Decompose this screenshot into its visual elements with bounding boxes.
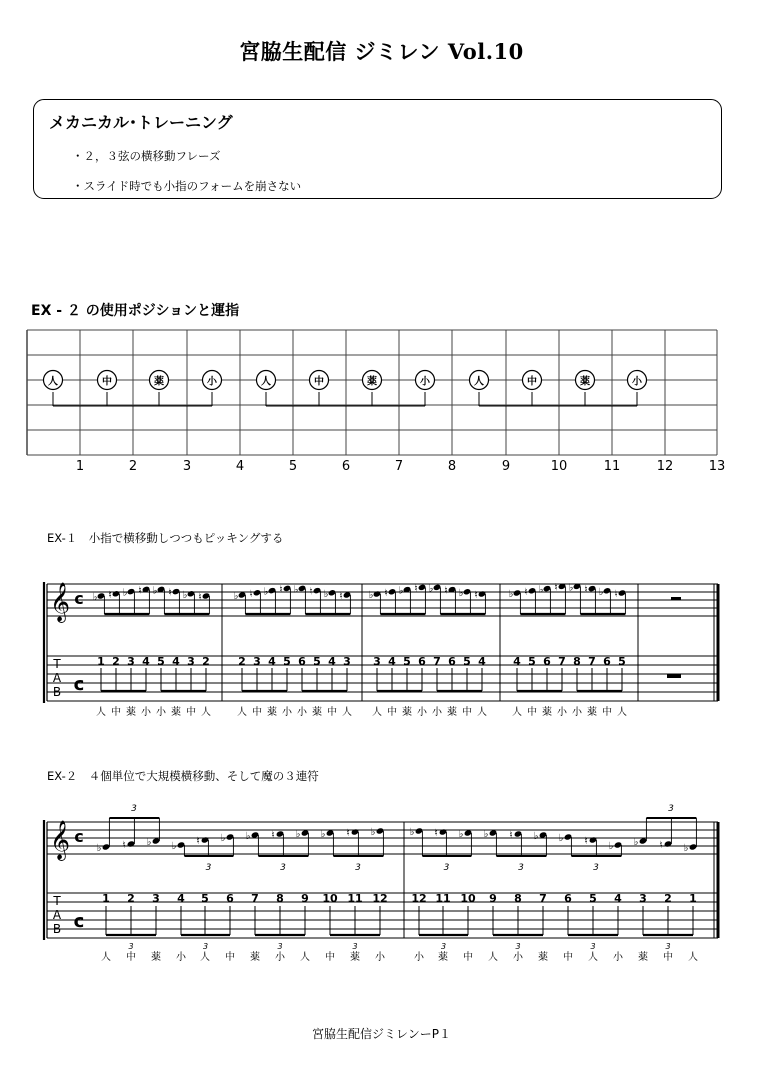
- finger-label: 薬: [350, 952, 360, 963]
- finger-label: 人: [342, 707, 352, 718]
- finger-label: 小: [417, 707, 427, 718]
- time-signature: c: [74, 589, 84, 608]
- tab-fret-number: 6: [298, 655, 306, 668]
- tab-fret-number: 4: [614, 892, 622, 905]
- tab-fret-number: 3: [639, 892, 647, 905]
- accidental: ♮: [271, 830, 275, 841]
- finger-label: 中: [387, 707, 397, 718]
- finger-label: 人: [477, 707, 487, 718]
- finger-label: 人: [474, 376, 484, 388]
- accidental: ♮: [524, 586, 528, 598]
- finger-label: 中: [527, 707, 537, 718]
- finger-label: 人: [200, 952, 210, 963]
- tab-fret-number: 4: [142, 655, 150, 668]
- accidental: ♮: [279, 584, 283, 596]
- accidental: ♮: [108, 589, 112, 601]
- tab-fret-number: 12: [411, 892, 427, 905]
- finger-label: 中: [102, 376, 112, 388]
- tab-fret-number: 8: [573, 655, 581, 668]
- accidental: ♭: [96, 843, 102, 854]
- tab-fret-number: 3: [253, 655, 261, 668]
- finger-label: 小: [572, 707, 582, 718]
- finger-label: 薬: [402, 707, 412, 718]
- finger-label: 中: [463, 952, 473, 963]
- fret-number: 1: [75, 459, 85, 474]
- tab-fret-number: 5: [313, 655, 321, 668]
- tab-fret-number: 6: [543, 655, 551, 668]
- tab-triplet-mark: 3: [590, 942, 596, 951]
- tab-fret-number: 4: [388, 655, 396, 668]
- tab-fret-number: 5: [201, 892, 209, 905]
- accidental: ♭: [146, 837, 152, 848]
- accidental: ♭: [182, 589, 188, 601]
- finger-label: 人: [617, 707, 627, 718]
- tab-fret-number: 5: [283, 655, 291, 668]
- finger-label: 薬: [447, 707, 457, 718]
- accidental: ♭: [152, 585, 158, 597]
- finger-label: 人: [588, 952, 598, 963]
- accidental: ♭: [533, 831, 539, 842]
- tab-fret-number: 2: [112, 655, 120, 668]
- fret-number: 3: [182, 459, 192, 474]
- tab-fret-number: 5: [403, 655, 411, 668]
- accidental: ♭: [458, 587, 464, 599]
- tab-fret-number: 3: [187, 655, 195, 668]
- finger-label: 人: [488, 952, 498, 963]
- finger-label: 人: [237, 707, 247, 718]
- accidental: ♮: [122, 840, 126, 851]
- accidental: ♮: [614, 589, 618, 600]
- finger-label: 小: [420, 376, 430, 388]
- tab-fret-number: 6: [226, 892, 234, 905]
- tab-fret-number: 10: [460, 892, 476, 905]
- finger-label: 薬: [126, 707, 136, 718]
- tab-fret-number: 6: [418, 655, 426, 668]
- finger-label: 薬: [538, 952, 548, 963]
- accidental: ♮: [138, 585, 142, 597]
- accidental: ♭: [598, 586, 604, 598]
- finger-label: 薬: [580, 376, 590, 388]
- triplet-mark: 3: [205, 863, 212, 873]
- accidental: ♭: [233, 591, 239, 602]
- tab-letter: A: [52, 671, 62, 685]
- fret-number: 6: [341, 459, 351, 474]
- tab-fret-number: 2: [238, 655, 246, 668]
- fret-number: 7: [394, 459, 404, 474]
- accidental: ♭: [122, 587, 128, 599]
- finger-label: 人: [372, 707, 382, 718]
- tab-triplet-mark: 3: [202, 942, 209, 951]
- page-title: 宮脇生配信 ジミレン Vol.10: [239, 39, 524, 64]
- tab-fret-number: 5: [463, 655, 471, 668]
- finger-label: 薬: [542, 707, 552, 718]
- tab-fret-number: 12: [372, 892, 388, 905]
- tab-fret-number: 9: [301, 892, 309, 905]
- accidental: ♭: [483, 829, 489, 840]
- fret-number: 11: [603, 459, 621, 474]
- tab-fret-number: 1: [102, 892, 110, 905]
- accidental: ♮: [168, 587, 172, 599]
- finger-label: 中: [663, 952, 673, 963]
- finger-label: 小: [513, 952, 523, 963]
- triplet-mark: 3: [131, 804, 137, 814]
- finger-label: 小: [275, 952, 285, 963]
- finger-label: 人: [512, 707, 522, 718]
- tab-triplet-mark: 3: [352, 942, 358, 951]
- accidental: ♮: [584, 584, 588, 596]
- accidental: ♮: [659, 840, 663, 851]
- accidental: ♭: [633, 837, 639, 848]
- accidental: ♭: [245, 831, 251, 842]
- finger-label: 人: [101, 952, 111, 963]
- fret-number: 4: [235, 459, 245, 474]
- fret-number: 10: [550, 459, 568, 474]
- accidental: ♭: [508, 589, 514, 600]
- tab-fret-number: 4: [478, 655, 486, 668]
- tab-fret-number: 7: [433, 655, 441, 668]
- tab-fret-number: 8: [276, 892, 284, 905]
- finger-label: 薬: [312, 707, 322, 718]
- accidental: ♭: [368, 590, 374, 601]
- accidental: ♭: [295, 829, 301, 840]
- topic-title: メカニカル･トレーニング: [49, 113, 233, 132]
- finger-label: 薬: [367, 376, 377, 388]
- tab-fret-number: 6: [603, 655, 611, 668]
- tab-fret-number: 11: [435, 892, 451, 905]
- accidental: ♮: [249, 588, 253, 600]
- accidental: ♮: [196, 836, 200, 847]
- finger-label: 薬: [171, 707, 181, 718]
- accidental: ♭: [683, 843, 689, 854]
- accidental: ♭: [293, 584, 299, 596]
- accidental: ♭: [568, 582, 574, 594]
- accidental: ♭: [220, 833, 226, 844]
- page-footer: 宮脇生配信ジミレンーP１: [312, 1027, 451, 1041]
- tab-fret-number: 1: [97, 655, 105, 668]
- finger-label: 薬: [151, 952, 161, 963]
- finger-label: 小: [141, 707, 151, 718]
- fret-number: 5: [288, 459, 298, 474]
- finger-label: 人: [261, 376, 271, 388]
- tab-fret-number: 4: [268, 655, 276, 668]
- accidental: ♮: [198, 592, 202, 603]
- accidental: ♭: [608, 841, 614, 852]
- tab-letter: A: [52, 908, 62, 922]
- tab-fret-number: 2: [664, 892, 672, 905]
- tab-fret-number: 7: [588, 655, 596, 668]
- tab-time-signature: c: [73, 674, 85, 695]
- finger-label: 小: [297, 707, 307, 718]
- accidental: ♮: [434, 828, 438, 839]
- tab-fret-number: 3: [373, 655, 381, 668]
- finger-label: 小: [156, 707, 166, 718]
- tab-fret-number: 4: [328, 655, 336, 668]
- finger-label: 薬: [154, 376, 164, 388]
- finger-label: 小: [414, 952, 424, 963]
- finger-label: 中: [111, 707, 121, 718]
- accidental: ♮: [554, 582, 558, 594]
- finger-label: 小: [282, 707, 292, 718]
- finger-label: 中: [325, 952, 335, 963]
- accidental: ♭: [263, 586, 269, 598]
- tab-fret-number: 2: [202, 655, 210, 668]
- tab-triplet-mark: 3: [665, 942, 671, 951]
- fret-number: 8: [447, 459, 457, 474]
- tab-fret-number: 11: [347, 892, 363, 905]
- fret-number: 9: [501, 459, 511, 474]
- accidental: ♮: [346, 828, 350, 839]
- finger-label: 中: [462, 707, 472, 718]
- tab-fret-number: 3: [343, 655, 351, 668]
- tab-triplet-mark: 3: [515, 942, 521, 951]
- triplet-mark: 3: [280, 863, 286, 873]
- accidental: ♭: [409, 827, 415, 838]
- finger-label: 人: [688, 952, 698, 963]
- accidental: ♭: [428, 583, 434, 595]
- tab-fret-number: 5: [589, 892, 597, 905]
- fret-number: 12: [656, 459, 674, 474]
- treble-clef: 𝄞: [49, 820, 71, 860]
- finger-label: 中: [252, 707, 262, 718]
- accidental: ♭: [398, 585, 404, 597]
- finger-label: 中: [527, 376, 537, 388]
- tab-fret-number: 5: [157, 655, 165, 668]
- finger-label: 小: [375, 952, 385, 963]
- finger-label: 中: [602, 707, 612, 718]
- accidental: ♮: [309, 586, 313, 598]
- tab-fret-number: 6: [448, 655, 456, 668]
- tab-fret-number: 7: [539, 892, 547, 905]
- accidental: ♭: [558, 833, 564, 844]
- finger-label: 薬: [438, 952, 448, 963]
- finger-label: 薬: [250, 952, 260, 963]
- tab-fret-number: 8: [514, 892, 522, 905]
- accidental: ♭: [171, 841, 177, 852]
- finger-label: 人: [300, 952, 310, 963]
- triplet-mark: 3: [355, 863, 361, 873]
- tab-fret-number: 9: [489, 892, 497, 905]
- tab-fret-number: 4: [172, 655, 180, 668]
- tab-fret-number: 5: [618, 655, 626, 668]
- tab-time-signature: c: [73, 911, 85, 932]
- finger-label: 小: [207, 376, 217, 388]
- topic-bullet: ・２，３弦の横移動フレーズ: [72, 149, 221, 163]
- accidental: ♮: [509, 830, 513, 841]
- accidental: ♭: [320, 829, 326, 840]
- finger-label: 中: [327, 707, 337, 718]
- tab-fret-number: 5: [528, 655, 536, 668]
- accidental: ♭: [538, 584, 544, 596]
- accidental: ♭: [92, 592, 98, 603]
- tab-letter: T: [53, 894, 61, 908]
- finger-label: 中: [225, 952, 235, 963]
- accidental: ♭: [370, 827, 376, 838]
- tab-letter: B: [52, 685, 62, 699]
- finger-label: 中: [186, 707, 196, 718]
- tab-fret-number: 2: [127, 892, 135, 905]
- ex1-heading: EX-１ 小指で横移動しつつもピッキングする: [47, 531, 284, 545]
- finger-label: 中: [126, 952, 136, 963]
- tab-fret-number: 7: [558, 655, 566, 668]
- ex2-heading: EX-２ ４個単位で大規模横移動、そして魔の３連符: [47, 769, 319, 783]
- topic-bullet: ・スライド時でも小指のフォームを崩さない: [72, 179, 302, 193]
- tab-letter: B: [52, 922, 62, 936]
- accidental: ♮: [474, 590, 478, 601]
- tab-fret-number: 4: [513, 655, 521, 668]
- tab-rest: [667, 674, 681, 678]
- finger-label: 小: [613, 952, 623, 963]
- finger-label: 中: [563, 952, 573, 963]
- fret-number: 2: [128, 459, 138, 474]
- accidental: ♮: [384, 587, 388, 599]
- triplet-mark: 3: [518, 863, 524, 873]
- tab-fret-number: 6: [564, 892, 572, 905]
- finger-label: 小: [176, 952, 186, 963]
- tab-fret-number: 10: [322, 892, 338, 905]
- finger-label: 中: [314, 376, 324, 388]
- tab-fret-number: 1: [689, 892, 697, 905]
- finger-label: 人: [201, 707, 211, 718]
- tab-letter: T: [53, 657, 61, 671]
- treble-clef: 𝄞: [49, 582, 71, 622]
- time-signature: c: [74, 827, 84, 846]
- finger-label: 人: [96, 707, 106, 718]
- finger-label: 薬: [587, 707, 597, 718]
- accidental: ♭: [323, 588, 329, 600]
- tab-triplet-mark: 3: [128, 942, 134, 951]
- triplet-mark: 3: [668, 804, 674, 814]
- whole-rest: [671, 597, 681, 600]
- tab-fret-number: 3: [152, 892, 160, 905]
- triplet-mark: 3: [443, 863, 450, 873]
- finger-label: 小: [632, 376, 642, 388]
- finger-label: 薬: [267, 707, 277, 718]
- finger-label: 薬: [638, 952, 648, 963]
- tab-triplet-mark: 3: [277, 942, 283, 951]
- tab-fret-number: 7: [251, 892, 259, 905]
- position-section-heading: EX - ２ の使用ポジションと運指: [31, 303, 240, 319]
- accidental: ♭: [458, 829, 464, 840]
- accidental: ♮: [584, 836, 588, 847]
- triplet-mark: 3: [593, 863, 599, 873]
- tab-triplet-mark: 3: [440, 942, 447, 951]
- accidental: ♮: [414, 583, 418, 595]
- tab-fret-number: 3: [127, 655, 135, 668]
- finger-label: 小: [432, 707, 442, 718]
- finger-label: 小: [557, 707, 567, 718]
- finger-label: 人: [48, 376, 58, 388]
- tab-fret-number: 4: [177, 892, 185, 905]
- fret-number: 13: [708, 459, 726, 474]
- accidental: ♮: [444, 585, 448, 597]
- accidental: ♮: [339, 591, 343, 602]
